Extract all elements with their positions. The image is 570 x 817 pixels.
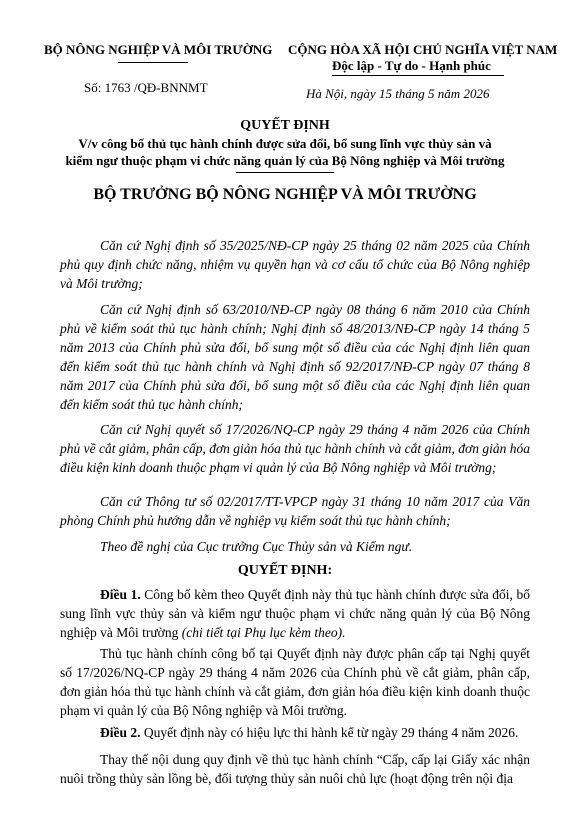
article-2-paragraph-2: Thay thế nội dung quy định về thủ tục hành chính “Cấp, cấp lại Giấy xác nhận nuôi trồng thủy sản lồng bè, đối tượng thủy sản nuôi chủ lực (hoạt động trên nội địa — [60, 752, 530, 786]
motto-underline — [332, 75, 504, 76]
article-1-label: Điều 1. — [100, 587, 141, 602]
basis-paragraph-4: Căn cứ Thông tư số 02/2017/TT-VPCP ngày 31 tháng 10 năm 2017 của Văn phòng Chính phủ hướng dẫn về nghiệp vụ kiểm soát thủ tục hành chính; — [60, 494, 530, 528]
basis-paragraph-1: Căn cứ Nghị định số 35/2025/NĐ-CP ngày 25 tháng 02 năm 2025 của Chính phủ quy định chức năng, nhiệm vụ quyền hạn và cơ cấu tổ chức của Bộ Nông nghiệp và Môi trường; — [60, 238, 530, 291]
country-name: CỘNG HÒA XÃ HỘI CHỦ NGHĨA VIỆT NAM — [288, 42, 558, 57]
article-1 — [60, 585, 530, 642]
article-1-text: Công bố kèm theo Quyết định này thủ tục hành chính được sửa đổi, bổ sung lĩnh vực thủy sản và kiểm ngư thuộc phạm vi chức năng quản lý của Bộ Nông nghiệp và Môi trường — [60, 587, 531, 640]
article-2 — [60, 723, 530, 742]
basis-paragraph-3: Căn cứ Nghị quyết số 17/2026/NQ-CP ngày 29 tháng 4 năm 2026 của Chính phủ về cắt giảm, phân cấp, đơn giản hóa thủ tục hành chính và cắt giảm, đơn giản hóa điều kiện kinh doanh thuộc phạm vi quản lý của Bộ Nông nghiệp và Môi trường; — [60, 422, 530, 475]
place-date: Hà Nội, ngày 15 tháng 5 năm 2026 — [306, 86, 490, 101]
decision-subject-line1: V/v công bố thủ tục hành chính được sửa đổi, bổ sung lĩnh vực thủy sản và — [78, 136, 492, 151]
subject-underline — [236, 172, 334, 173]
decision-subject-line2: kiểm ngư thuộc phạm vi chức năng quản lý của Bộ Nông nghiệp và Môi trường — [65, 153, 505, 168]
basis-paragraph-5: Theo đề nghị của Cục trưởng Cục Thủy sản và Kiểm ngư. — [100, 539, 413, 554]
decision-heading: QUYẾT ĐỊNH: — [237, 563, 333, 578]
ministry-underline — [118, 62, 188, 63]
article-2-label: Điều 2. — [100, 725, 141, 740]
national-motto: Độc lập - Tự do - Hạnh phúc — [332, 58, 491, 73]
article-1-note: (chi tiết tại Phụ lục kèm theo). — [181, 625, 346, 640]
ministry-name: BỘ NÔNG NGHIỆP VÀ MÔI TRƯỜNG — [44, 42, 273, 57]
article-2-text: Quyết định này có hiệu lực thi hành kể từ ngày 29 tháng 4 năm 2026. — [140, 725, 519, 740]
decision-title: QUYẾT ĐỊNH — [240, 118, 330, 133]
issuing-authority: BỘ TRƯỞNG BỘ NÔNG NGHIỆP VÀ MÔI TRƯỜNG — [93, 186, 477, 203]
document-number: Số: 1763 /QĐ-BNNMT — [84, 80, 208, 95]
article-1-paragraph-2: Thủ tục hành chính công bố tại Quyết định này được phân cấp tại Nghị quyết số 17/2026/NQ-CP ngày 29 tháng 4 năm 2026 của Chính phủ về cắt giảm, phân cấp, đơn giản hóa thủ tục hành chính và cắt giảm, đơn giản hóa điều kiện kinh doanh thuộc phạm vi quản lý của Bộ Nông nghiệp và Môi trường. — [60, 646, 530, 718]
basis-paragraph-2: Căn cứ Nghị định số 63/2010/NĐ-CP ngày 08 tháng 6 năm 2010 của Chính phủ về kiểm soát thủ tục hành chính; Nghị định số 48/2013/NĐ-CP ngày 14 tháng 5 năm 2013 của Chính phủ sửa đổi, bổ sung một số điều của các Nghị định liên quan đến kiểm soát thủ tục hành chính và Nghị định số 92/2017/NĐ-CP ngày 07 tháng 8 năm 2017 của Chính phủ sửa đổi, bổ sung một số điều của các Nghị định liên quan đến kiểm soát thủ tục hành chính; — [60, 302, 530, 412]
